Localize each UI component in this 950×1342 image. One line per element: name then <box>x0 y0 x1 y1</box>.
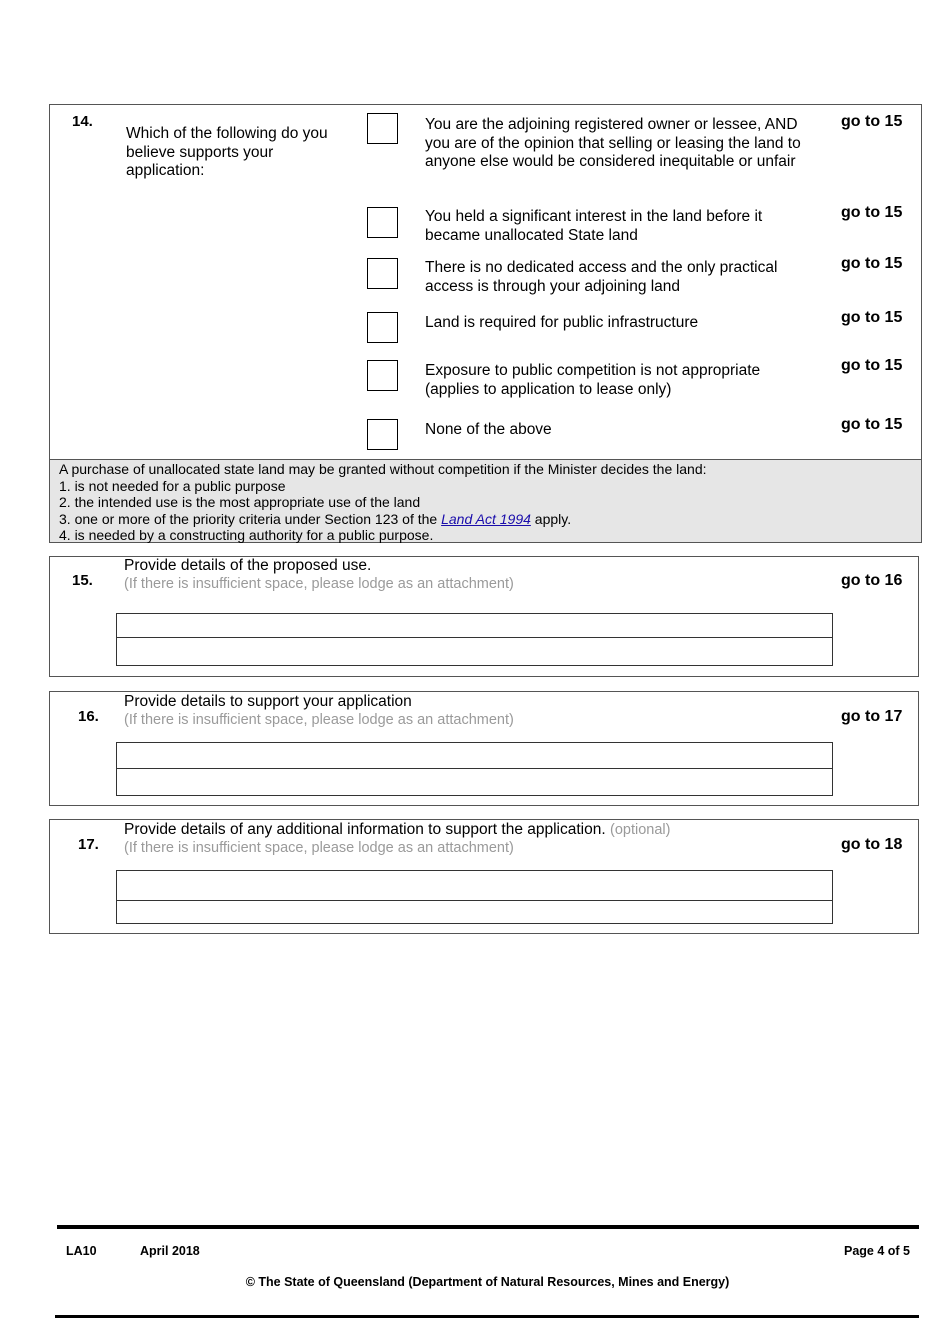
note-item: 4. is needed by a constructing authority for a public purpose. <box>59 527 434 543</box>
note-item: 2. the intended use is the most appropriate use of the land <box>59 494 421 510</box>
note-item: 1. is not needed for a public purpose <box>59 477 286 494</box>
option-label: None of the above <box>425 421 552 438</box>
footer-top-rule <box>57 1225 919 1229</box>
form-code: LA10 <box>66 1244 97 1258</box>
page-number: Page 4 of 5 <box>844 1244 910 1258</box>
form-date: April 2018 <box>140 1244 200 1258</box>
go-to-label: go to 16 <box>841 572 903 589</box>
option-checkbox-no-dedicated-access[interactable] <box>367 258 398 289</box>
option-label: There is no dedicated access and the only practical access is through your adjoining land <box>425 259 778 295</box>
go-to-label: go to 15 <box>841 113 903 130</box>
go-to-label: go to 18 <box>841 836 903 853</box>
land-act-link[interactable]: Land Act 1994 <box>441 510 531 527</box>
option-label: Land is required for public infrastructure <box>425 314 699 331</box>
prompt-text <box>124 821 670 839</box>
additional-info-line-2[interactable] <box>116 900 833 924</box>
question-prompt <box>124 821 670 857</box>
question-number: 14. <box>72 113 93 130</box>
proposed-use-line-2[interactable] <box>116 637 833 666</box>
option-checkbox-significant-interest[interactable] <box>367 207 398 238</box>
question-prompt <box>124 693 514 729</box>
question-prompt <box>124 557 514 593</box>
proposed-use-line-1[interactable] <box>116 613 833 638</box>
go-to-label: go to 15 <box>841 357 903 374</box>
option-checkbox-none[interactable] <box>367 419 398 450</box>
prompt-hint: (If there is insufficient space, please lodge as an attachment) <box>124 712 514 728</box>
option-label: Exposure to public competition is not appropriate (applies to application to lease only) <box>425 362 761 398</box>
footer-bottom-rule <box>55 1315 919 1318</box>
option-checkbox-public-competition[interactable] <box>367 360 398 391</box>
go-to-label: go to 17 <box>841 708 903 725</box>
prompt-text: Provide details to support your application <box>124 693 412 710</box>
note-item-text: 3. one or more of the priority criteria under Section 123 of the <box>59 510 442 527</box>
criteria-note <box>49 459 922 543</box>
go-to-label: go to 15 <box>841 309 903 326</box>
note-item-text: apply. <box>530 510 572 527</box>
go-to-label: go to 15 <box>841 204 903 221</box>
prompt-hint: (If there is insufficient space, please lodge as an attachment) <box>124 576 514 592</box>
question-number: 16. <box>78 708 99 725</box>
note-intro: A purchase of unallocated state land may be granted without competition if the Minister decides the land: <box>59 461 707 477</box>
prompt-hint: (If there is insufficient space, please lodge as an attachment) <box>124 840 514 856</box>
copyright: © The State of Queensland (Department of Natural Resources, Mines and Energy) <box>245 1275 730 1289</box>
option-checkbox-adjoining-owner[interactable] <box>367 113 398 144</box>
option-label: You are the adjoining registered owner or lessee, AND you are of the opinion that selling or leasing the land to anyone else would be considered inequitable or unfair <box>425 116 801 170</box>
option-checkbox-public-infrastructure[interactable] <box>367 312 398 343</box>
question-text: Which of the following do you believe supports your application: <box>126 125 328 179</box>
optional-tag: (optional) <box>609 822 671 838</box>
go-to-label: go to 15 <box>841 255 903 272</box>
prompt-main: Provide details of any additional information to support the application. <box>124 821 606 838</box>
option-label: You held a significant interest in the land before it became unallocated State land <box>425 208 763 244</box>
note-item <box>59 511 912 528</box>
support-details-line-1[interactable] <box>116 742 833 769</box>
prompt-text: Provide details of the proposed use. <box>124 557 372 574</box>
go-to-label: go to 15 <box>841 416 903 433</box>
additional-info-line-1[interactable] <box>116 870 833 901</box>
support-details-line-2[interactable] <box>116 768 833 796</box>
question-number: 15. <box>72 572 93 589</box>
question-number: 17. <box>78 836 99 853</box>
